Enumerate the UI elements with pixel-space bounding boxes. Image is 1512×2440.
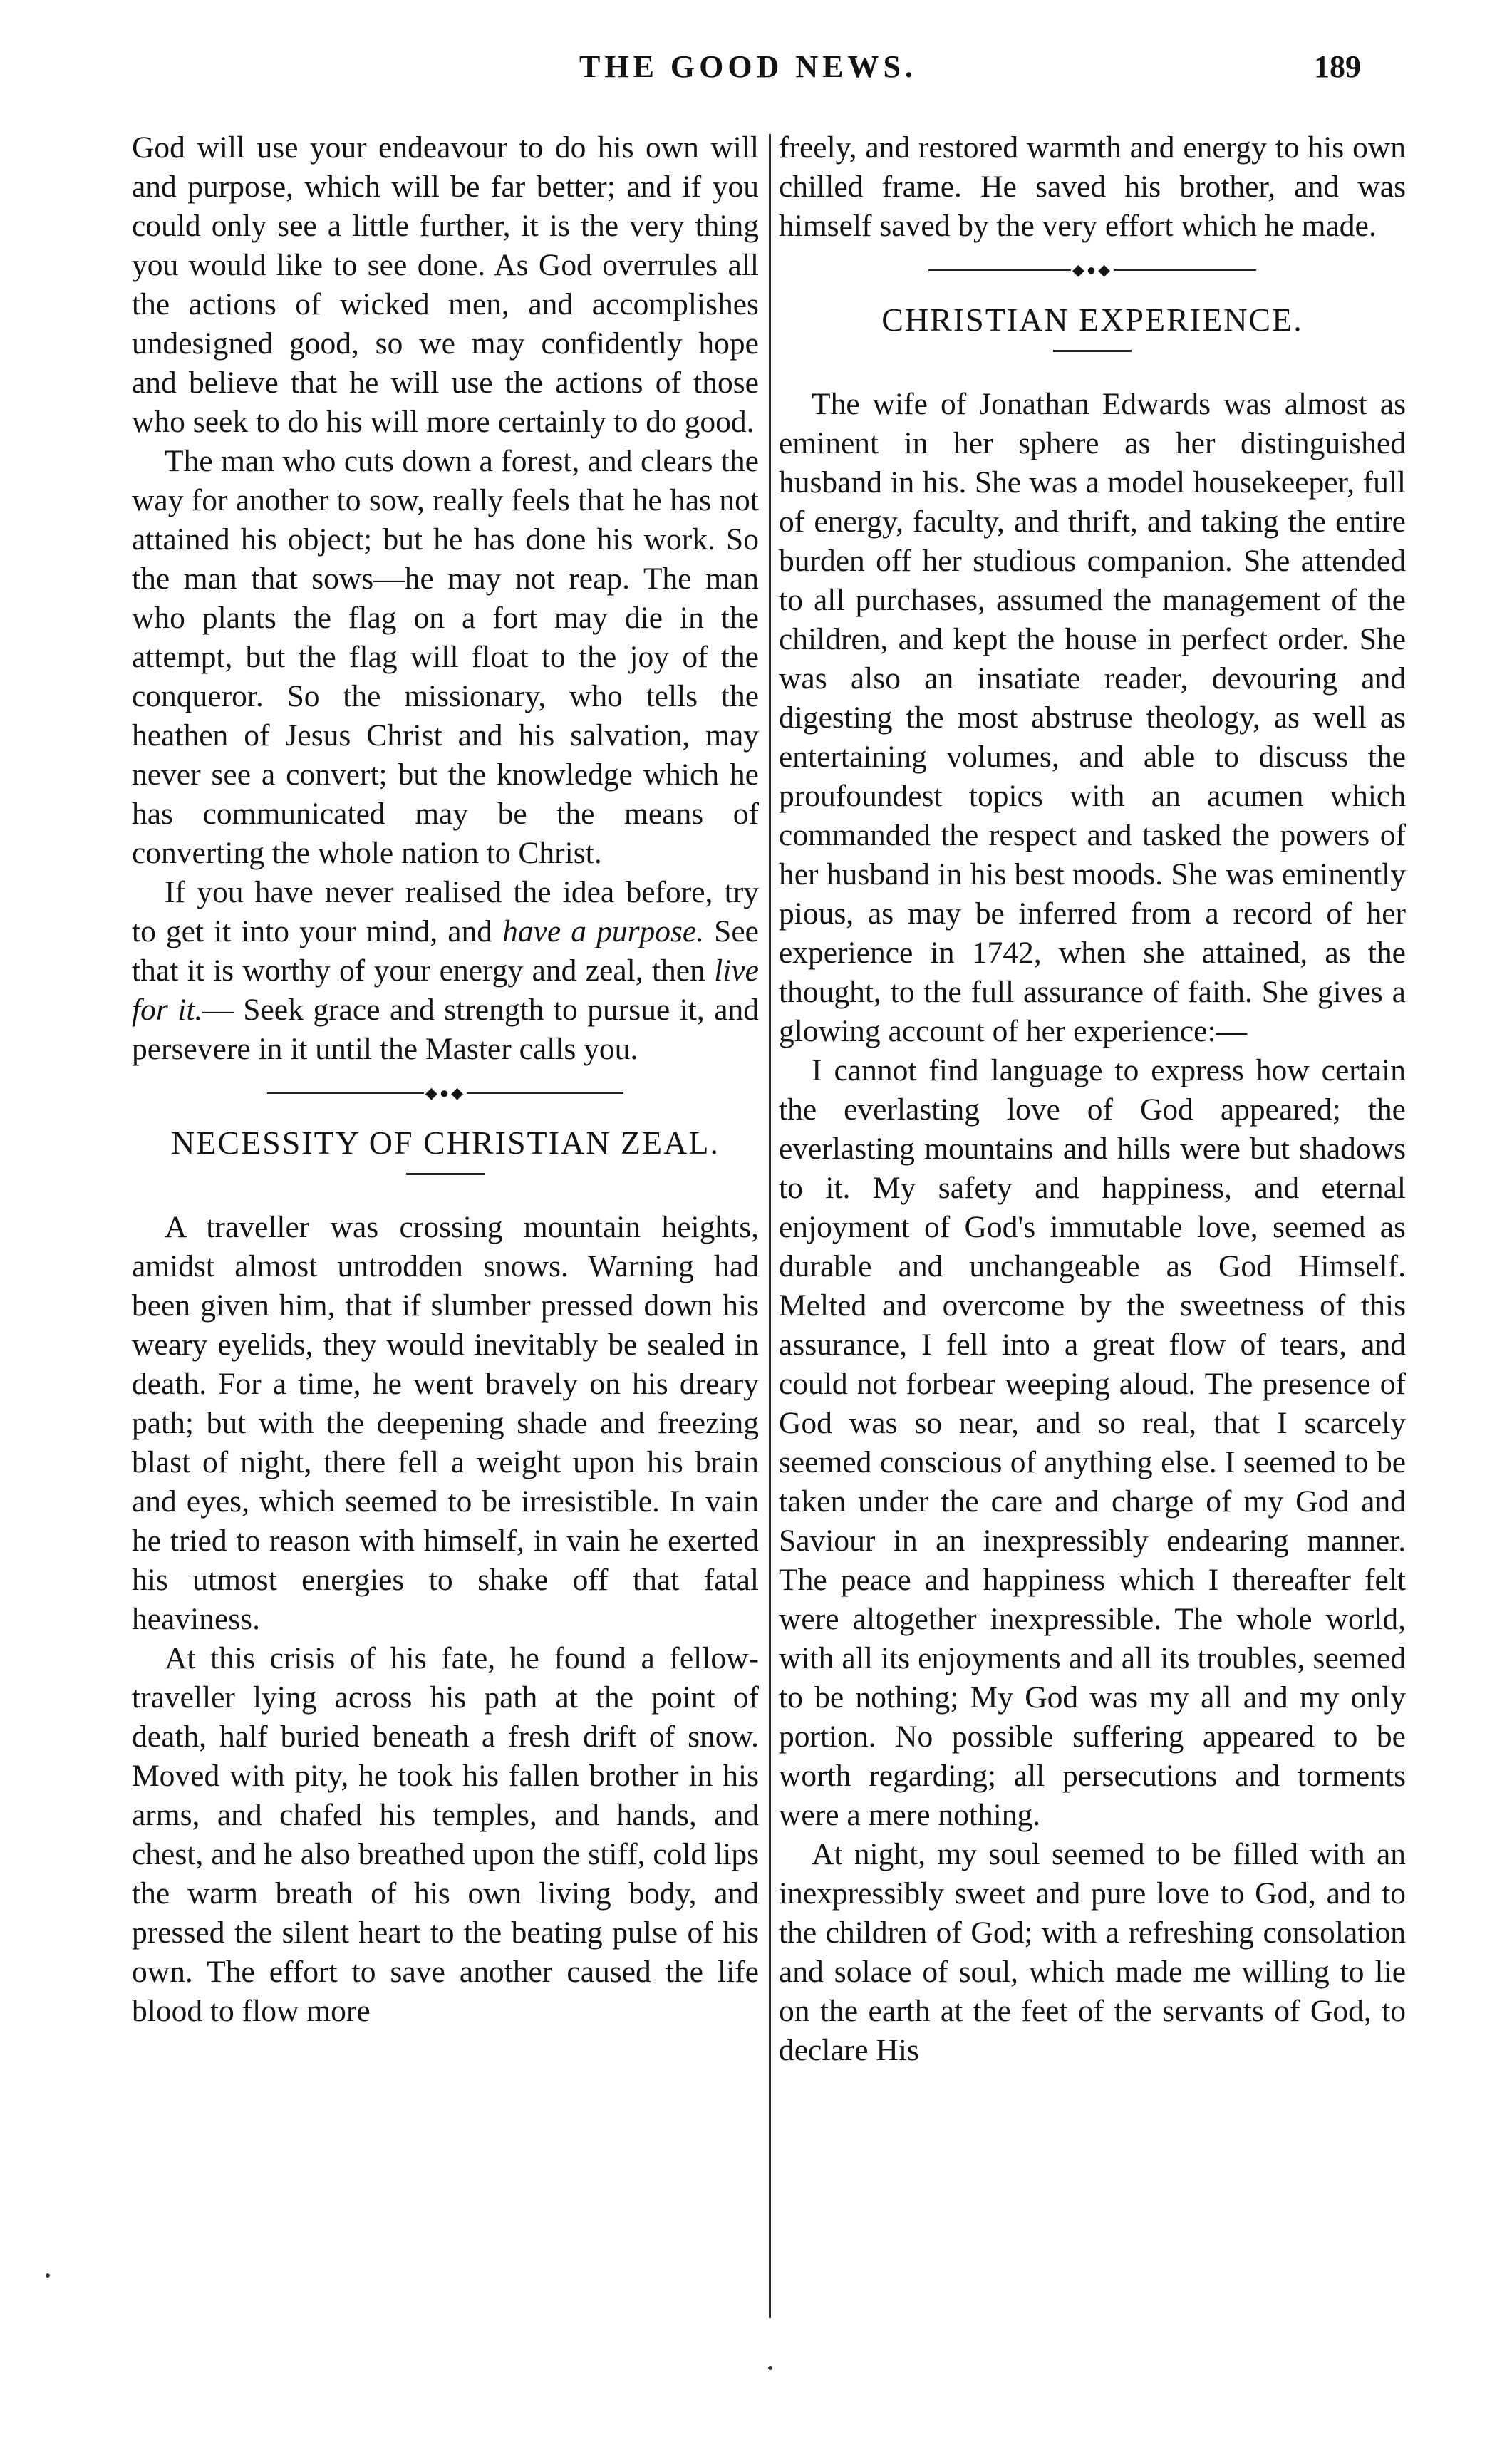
paragraph: At night, my soul seemed to be filled with an inexpressibly sweet and pure love to God, and to the children of God; with a refreshing consolation and solace of soul, which made me willing to lie on the earth at the feet of the servants of God, to declare His <box>779 1837 1406 2067</box>
paragraph: God will use your endeavour to do his own will and purpose, which will be far better; and if you could only see a little further, it is the very thing you would like to see done. As God overrules all the actions of wicked men, and accomplishes undesigned good, so we may confidently hope and believe that he will use the actions of those who seek to do his will more certainly to do good. <box>132 130 759 439</box>
text-run: — Seek grace and strength to pursue it, and persevere in it until the Master calls you. <box>132 993 759 1066</box>
paragraph: The wife of Jonathan Edwards was almost as eminent in her sphere as her distinguished husband in his. She was a model housekeeper, full of energy, faculty, and thrift, and taking the entire burden off her studious companion. She attended to all purchases, assumed the management of the children, and kept the house in perfect order. She was also an insatiate reader, devouring and digesting the most abstruse theology, as well as entertaining volumes, and able to discuss the proufoundest topics with an acumen which commanded the respect and tasked the powers of her husband in his best moods. She was eminently pious, as may be inferred from a record of her experience in 1742, when she attained, as the thought, to the full assurance of faith. She gives a glowing account of her experience:— <box>779 387 1406 1048</box>
page-number: 189 <box>1314 49 1361 84</box>
column-divider <box>769 134 771 2318</box>
text-run: See that it is worthy of your energy and zeal, then <box>132 914 759 988</box>
text-run: If you have never realised the idea before, try to get it into your mind, and <box>132 875 759 948</box>
paragraph <box>132 873 759 1069</box>
divider-line <box>1114 269 1256 271</box>
heading-rule <box>1053 350 1132 352</box>
divider-line <box>467 1092 623 1094</box>
section-heading: CHRISTIAN EXPERIENCE. <box>881 301 1303 338</box>
paragraph: At this crisis of his fate, he found a fellow-traveller lying across his path at the point of death, half buried beneath a fresh drift of snow. Moved with pity, he took his fallen brother in his arms, and chafed his temples, and hands, and chest, and he also breathed upon the stiff, cold lips the warm breath of his own living body, and pressed the silent heart to the beating pulse of his own. The effort to save another caused the life blood to flow more <box>132 1641 759 2028</box>
running-header <box>135 48 1361 91</box>
section-divider <box>779 256 1406 284</box>
print-speck <box>46 2273 50 2278</box>
section-divider <box>132 1079 759 1107</box>
divider-ornament: ◆●◆ <box>425 1084 466 1102</box>
section-heading: NECESSITY OF CHRISTIAN ZEAL. <box>171 1125 720 1161</box>
print-speck <box>768 2366 772 2370</box>
paragraph: The man who cuts down a forest, and clears the way for another to sow, really feels that he has not attained his object; but he has done his work. So the man that sows—he may not reap. The man who plants the flag on a fort may die in the attempt, but the flag will float to the joy of the conqueror. So the missionary, who tells the heathen of Jesus Christ and his salvation, may never see a convert; but the knowledge which he has communicated may be the means of converting the whole nation to Christ. <box>132 444 759 870</box>
paragraph: freely, and restored warmth and energy to his own chilled frame. He saved his brother, and was himself saved by the very effort which he made. <box>779 130 1406 243</box>
divider-line <box>928 269 1071 271</box>
left-column <box>132 128 759 2031</box>
heading-rule <box>406 1173 485 1175</box>
divider-line <box>267 1092 424 1094</box>
emphasis-text: live for it. <box>132 953 759 1027</box>
paragraph: A traveller was crossing mountain heights, amidst almost untrodden snows. Warning had been given him, that if slumber pressed down his weary eyelids, they would inevitably be sealed in death. For a time, he went bravely on his dreary path; but with the deepening shade and freezing blast of night, there fell a weight upon his brain and eyes, which seemed to be irresistible. In vain he tried to reason with himself, in vain he exerted his utmost energies to shake off that fatal heaviness. <box>132 1210 759 1636</box>
divider-ornament: ◆●◆ <box>1072 261 1113 279</box>
right-column <box>779 128 1406 2070</box>
journal-title: THE GOOD NEWS. <box>579 49 917 84</box>
emphasis-text: have a purpose. <box>502 914 705 948</box>
paragraph: I cannot find language to express how certain the everlasting love of God appeared; the everlasting mountains and hills were but shadows to it. My safety and happiness, and eternal enjoyment of God's immutable love, seemed as durable and unchangeable as God Himself. Melted and overcome by the sweetness of this assurance, I fell into a great flow of tears, and could not forbear weeping aloud. The presence of God was so near, and so real, that I scarcely seemed conscious of anything else. I seemed to be taken under the care and charge of my God and Saviour in an inexpressibly endearing manner. The peace and happiness which I thereafter felt were altogether inexpressible. The whole world, with all its enjoyments and all its troubles, seemed to be nothing; My God was my all and my only portion. No possible suffering appeared to be worth regarding; all persecutions and torments were a mere nothing. <box>779 1053 1406 1832</box>
